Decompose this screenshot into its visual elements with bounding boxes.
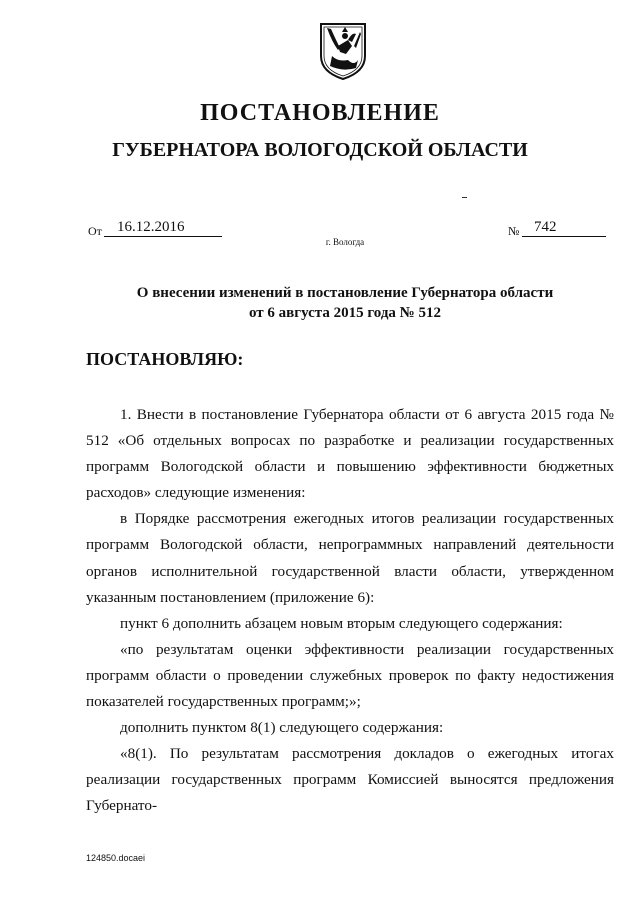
paragraph: в Порядке рассмотрения ежегодных итогов реализации государственных программ Вологодской области, непрограммных направлений деятельности органов исполнительной государственной власти области, утвержденном указанным постановлением (приложение 6): [86, 510, 614, 606]
document-subject [0, 283, 640, 323]
city-label: г. Вологда [325, 237, 365, 247]
issuer-title: ГУБЕРНАТОРА ВОЛОГОДСКОЙ ОБЛАСТИ [112, 139, 528, 161]
document-date: 16.12.2016 [104, 218, 222, 237]
number-prefix: № [508, 224, 520, 238]
document-title: ПОСТАНОВЛЕНИЕ [200, 100, 440, 126]
paragraph: дополнить пунктом 8(1) следующего содержания: [120, 719, 444, 737]
paragraph: пункт 6 дополнить абзацем новым вторым следующего содержания: [120, 614, 563, 632]
date-prefix: От [88, 224, 102, 238]
decree-heading: ПОСТАНОВЛЯЮ: [86, 349, 244, 369]
paragraph: «8(1). По результатам рассмотрения докладов о ежегодных итогах реализации государственных программ Комиссией выносятся предложения Губернато- [86, 745, 614, 815]
stray-mark [462, 197, 467, 198]
subject-line-1: О внесении изменений в постановление Губернатора области [136, 285, 554, 301]
coat-of-arms-icon [318, 20, 368, 82]
paragraph: 1. Внести в постановление Губернатора области от 6 августа 2015 года № 512 «Об отдельных вопросах по разработке и реализации государственных программ Вологодской области и повышению эффективности бюджетных расходов» следующие изменения: [86, 406, 614, 502]
subject-line-2: от 6 августа 2015 года № 512 [249, 305, 441, 321]
file-reference: 124850.docaei [86, 853, 146, 863]
document-number: 742 [522, 218, 606, 237]
document-body [86, 402, 614, 820]
paragraph: «по результатам оценки эффективности реализации государственных программ области о проведении служебных проверок по факту недостижения показателей государственных программ;»; [86, 640, 614, 711]
